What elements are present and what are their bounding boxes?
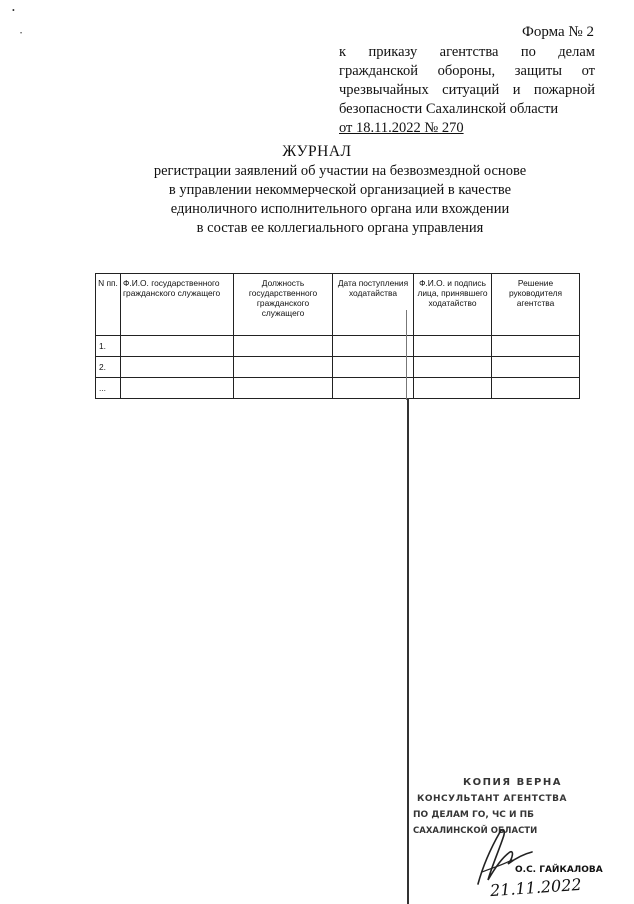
header-receipt-date: Дата поступления ходатайства <box>333 274 414 336</box>
order-line-2: гражданской обороны, защиты от <box>339 63 595 79</box>
stamp-line: ПО ДЕЛАМ ГО, ЧС И ПБ <box>413 810 535 820</box>
header-row-number: N пп. <box>96 274 121 336</box>
scan-fold-line <box>407 398 409 904</box>
scan-crease-line <box>406 310 407 400</box>
stamp-line: КОПИЯ ВЕРНА <box>463 777 562 788</box>
order-line-3: чрезвычайных ситуаций и пожарной <box>339 82 595 98</box>
table-cell <box>234 357 333 378</box>
order-reference <box>339 43 595 138</box>
table-cell <box>414 336 492 357</box>
header-receiver: Ф.И.О. и подпись лица, принявшего ходатайство <box>414 274 492 336</box>
row-number-cell: 2. <box>96 357 121 378</box>
table-cell <box>414 378 492 399</box>
order-line-4: безопасности Сахалинской области <box>339 101 559 117</box>
table-cell <box>121 336 234 357</box>
scan-speck: • <box>12 6 15 15</box>
table-cell <box>492 378 580 399</box>
header-decision: Решение руководителя агентства <box>492 274 580 336</box>
row-number-cell: ... <box>96 378 121 399</box>
table-cell <box>333 357 414 378</box>
table-row <box>96 378 580 399</box>
header-employee-name: Ф.И.О. государственного гражданского служащего <box>121 274 234 336</box>
stamp-line: КОНСУЛЬТАНТ АГЕНТСТВА <box>417 794 567 804</box>
table-row <box>96 357 580 378</box>
signer-name: О.С. ГАЙКАЛОВА <box>515 865 603 875</box>
table-cell <box>121 357 234 378</box>
header-employee-position: Должность государственного гражданского служащего <box>234 274 333 336</box>
table-cell <box>121 378 234 399</box>
scan-speck: • <box>20 31 23 37</box>
document-title: ЖУРНАЛ <box>282 143 352 160</box>
document-subtitle <box>100 162 580 238</box>
table-cell <box>234 378 333 399</box>
table-cell <box>492 336 580 357</box>
row-number-cell: 1. <box>96 336 121 357</box>
stamp-line: САХАЛИНСКОЙ ОБЛАСТИ <box>413 826 538 836</box>
table-cell <box>234 336 333 357</box>
subtitle-line: в управлении некоммерческой организацией в качестве <box>168 182 512 198</box>
signature-date: 21.11.2022 <box>489 874 583 901</box>
form-number: Форма № 2 <box>522 24 594 40</box>
order-line-1: к приказу агентства по делам <box>339 44 595 60</box>
table-header-row <box>96 274 580 336</box>
subtitle-line: в состав ее коллегиального органа управления <box>196 220 484 236</box>
subtitle-line: единоличного исполнительного органа или вхождении <box>170 201 510 217</box>
order-date: от 18.11.2022 № 270 <box>339 120 464 136</box>
registration-journal-table <box>95 273 580 399</box>
table-cell <box>414 357 492 378</box>
table-cell <box>333 336 414 357</box>
table-cell <box>492 357 580 378</box>
table-row <box>96 336 580 357</box>
subtitle-line: регистрации заявлений об участии на безвозмездной основе <box>153 163 527 179</box>
table-cell <box>333 378 414 399</box>
